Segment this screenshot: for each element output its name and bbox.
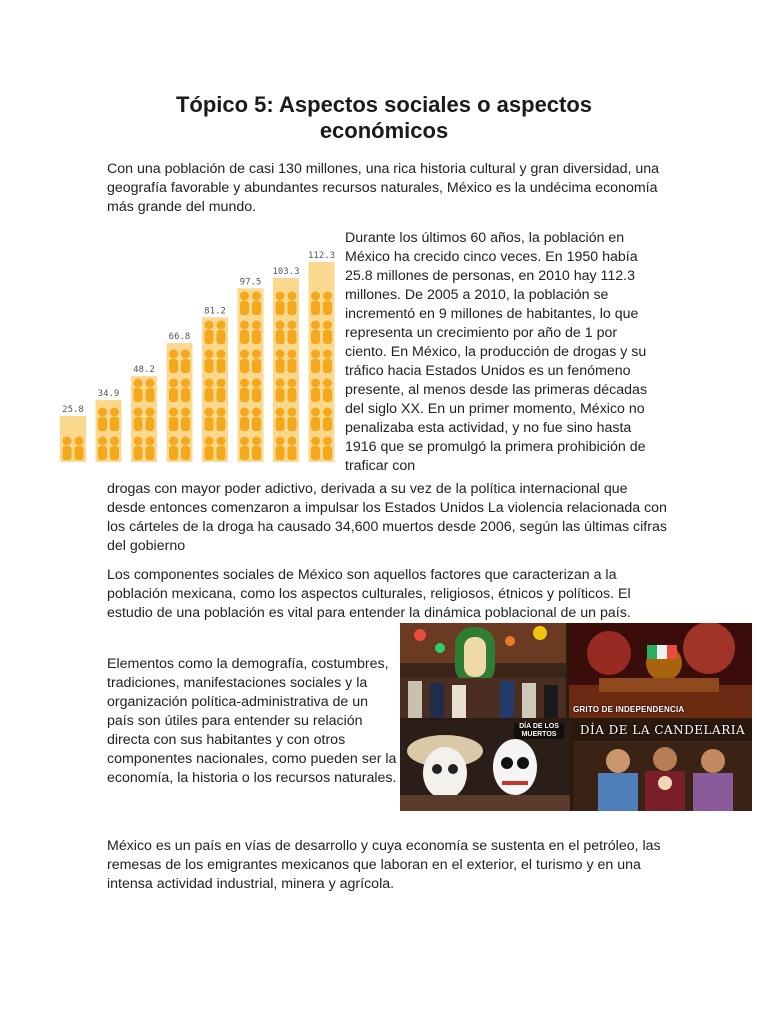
bar-6	[238, 288, 264, 462]
bar-value-label-4: 66.8	[168, 332, 191, 343]
bar-8	[309, 262, 335, 462]
caption-grito: GRITO DE INDEPENDENCIA	[573, 705, 685, 714]
bar-value-label-2: 34.9	[97, 388, 120, 399]
bar-1	[60, 416, 86, 462]
bar-4	[167, 343, 193, 462]
bar-value-label-5: 81.2	[204, 306, 226, 317]
caption-dia-de-muertos: DÍA DE LOS MUERTOS	[514, 723, 564, 739]
page-title: Tópico 5: Aspectos sociales o aspectos económicos	[175, 92, 593, 143]
population-paragraph-b: drogas con mayor poder adictivo, derivada a su vez de la política internacional que desde entonces comenzaron a impulsar los Estados Unidos La violencia relacionada con los cárteles de la droga ha causado 34,600 muertos desde 2006, según las últimas cifras del gobierno	[107, 481, 667, 554]
bar-value-label-1: 25.8	[62, 405, 84, 416]
photo-grito-independencia	[569, 623, 752, 718]
bar-value-label-8: 112.3	[307, 251, 336, 261]
social-components-paragraph: Los componentes sociales de México son aquellos factores que caracterizan a la población mexicana, como los aspectos culturales, religiosos, étnicos y políticos. El estudio de una población es vital para entender la dinámica poblacional de un país.	[107, 567, 631, 621]
population-chart	[52, 236, 342, 466]
bar-3	[131, 376, 157, 462]
intro-paragraph: Con una población de casi 130 millones, una rica historia cultural y gran diversidad, una geografía favorable y abundantes recursos naturales, México es la undécima economía más grande del mundo.	[107, 161, 660, 215]
bar-value-label-7: 103.3	[272, 267, 300, 278]
bar-5	[202, 317, 228, 462]
photo-virgin-celebration	[400, 623, 566, 718]
bar-7	[273, 278, 299, 462]
photo-dia-de-muertos	[400, 721, 570, 811]
bar-value-label-6: 97.5	[239, 277, 262, 288]
population-paragraph-a: Durante los últimos 60 años, la población en México ha crecido cinco veces. En 1950 había 25.8 millones de personas, en 2010 hay 112.3 millones. De 2005 a 2010, la población se incrementó en 9 millones de habitantes, lo que representa un crecimiento por año de 1 por ciento. En México, la producción de drogas y su tráfico hacia Estados Unidos es un fenómeno presente, al menos desde las primeras décadas del siglo XX. En un primer momento, México no penalizaba esta actividad, y no fue sino hasta 1916 que se promulgó la primera prohibición de traficar con	[345, 230, 648, 474]
bar-value-label-3: 48.2	[133, 365, 155, 376]
culture-photo-collage	[400, 623, 752, 811]
caption-candelaria: DÍA DE LA CANDELARIA	[579, 723, 746, 737]
photo-dia-de-la-candelaria	[573, 721, 752, 811]
elements-paragraph: Elementos como la demografía, costumbres, tradiciones, manifestaciones sociales y la organización política-administrativa de un país son útiles para entender su relación directa con sus habitantes y con otros componentes nacionales, como pueden ser la economía, la historia o los recursos naturales.	[107, 656, 397, 786]
economy-paragraph: México es un país en vías de desarrollo y cuya economía se sustenta en el petróleo, las remesas de los emigrantes mexicanos que laboran en el exterior, el turismo y en una intensa actividad industrial, minera y agrícola.	[107, 838, 661, 892]
bar-2	[96, 400, 122, 462]
